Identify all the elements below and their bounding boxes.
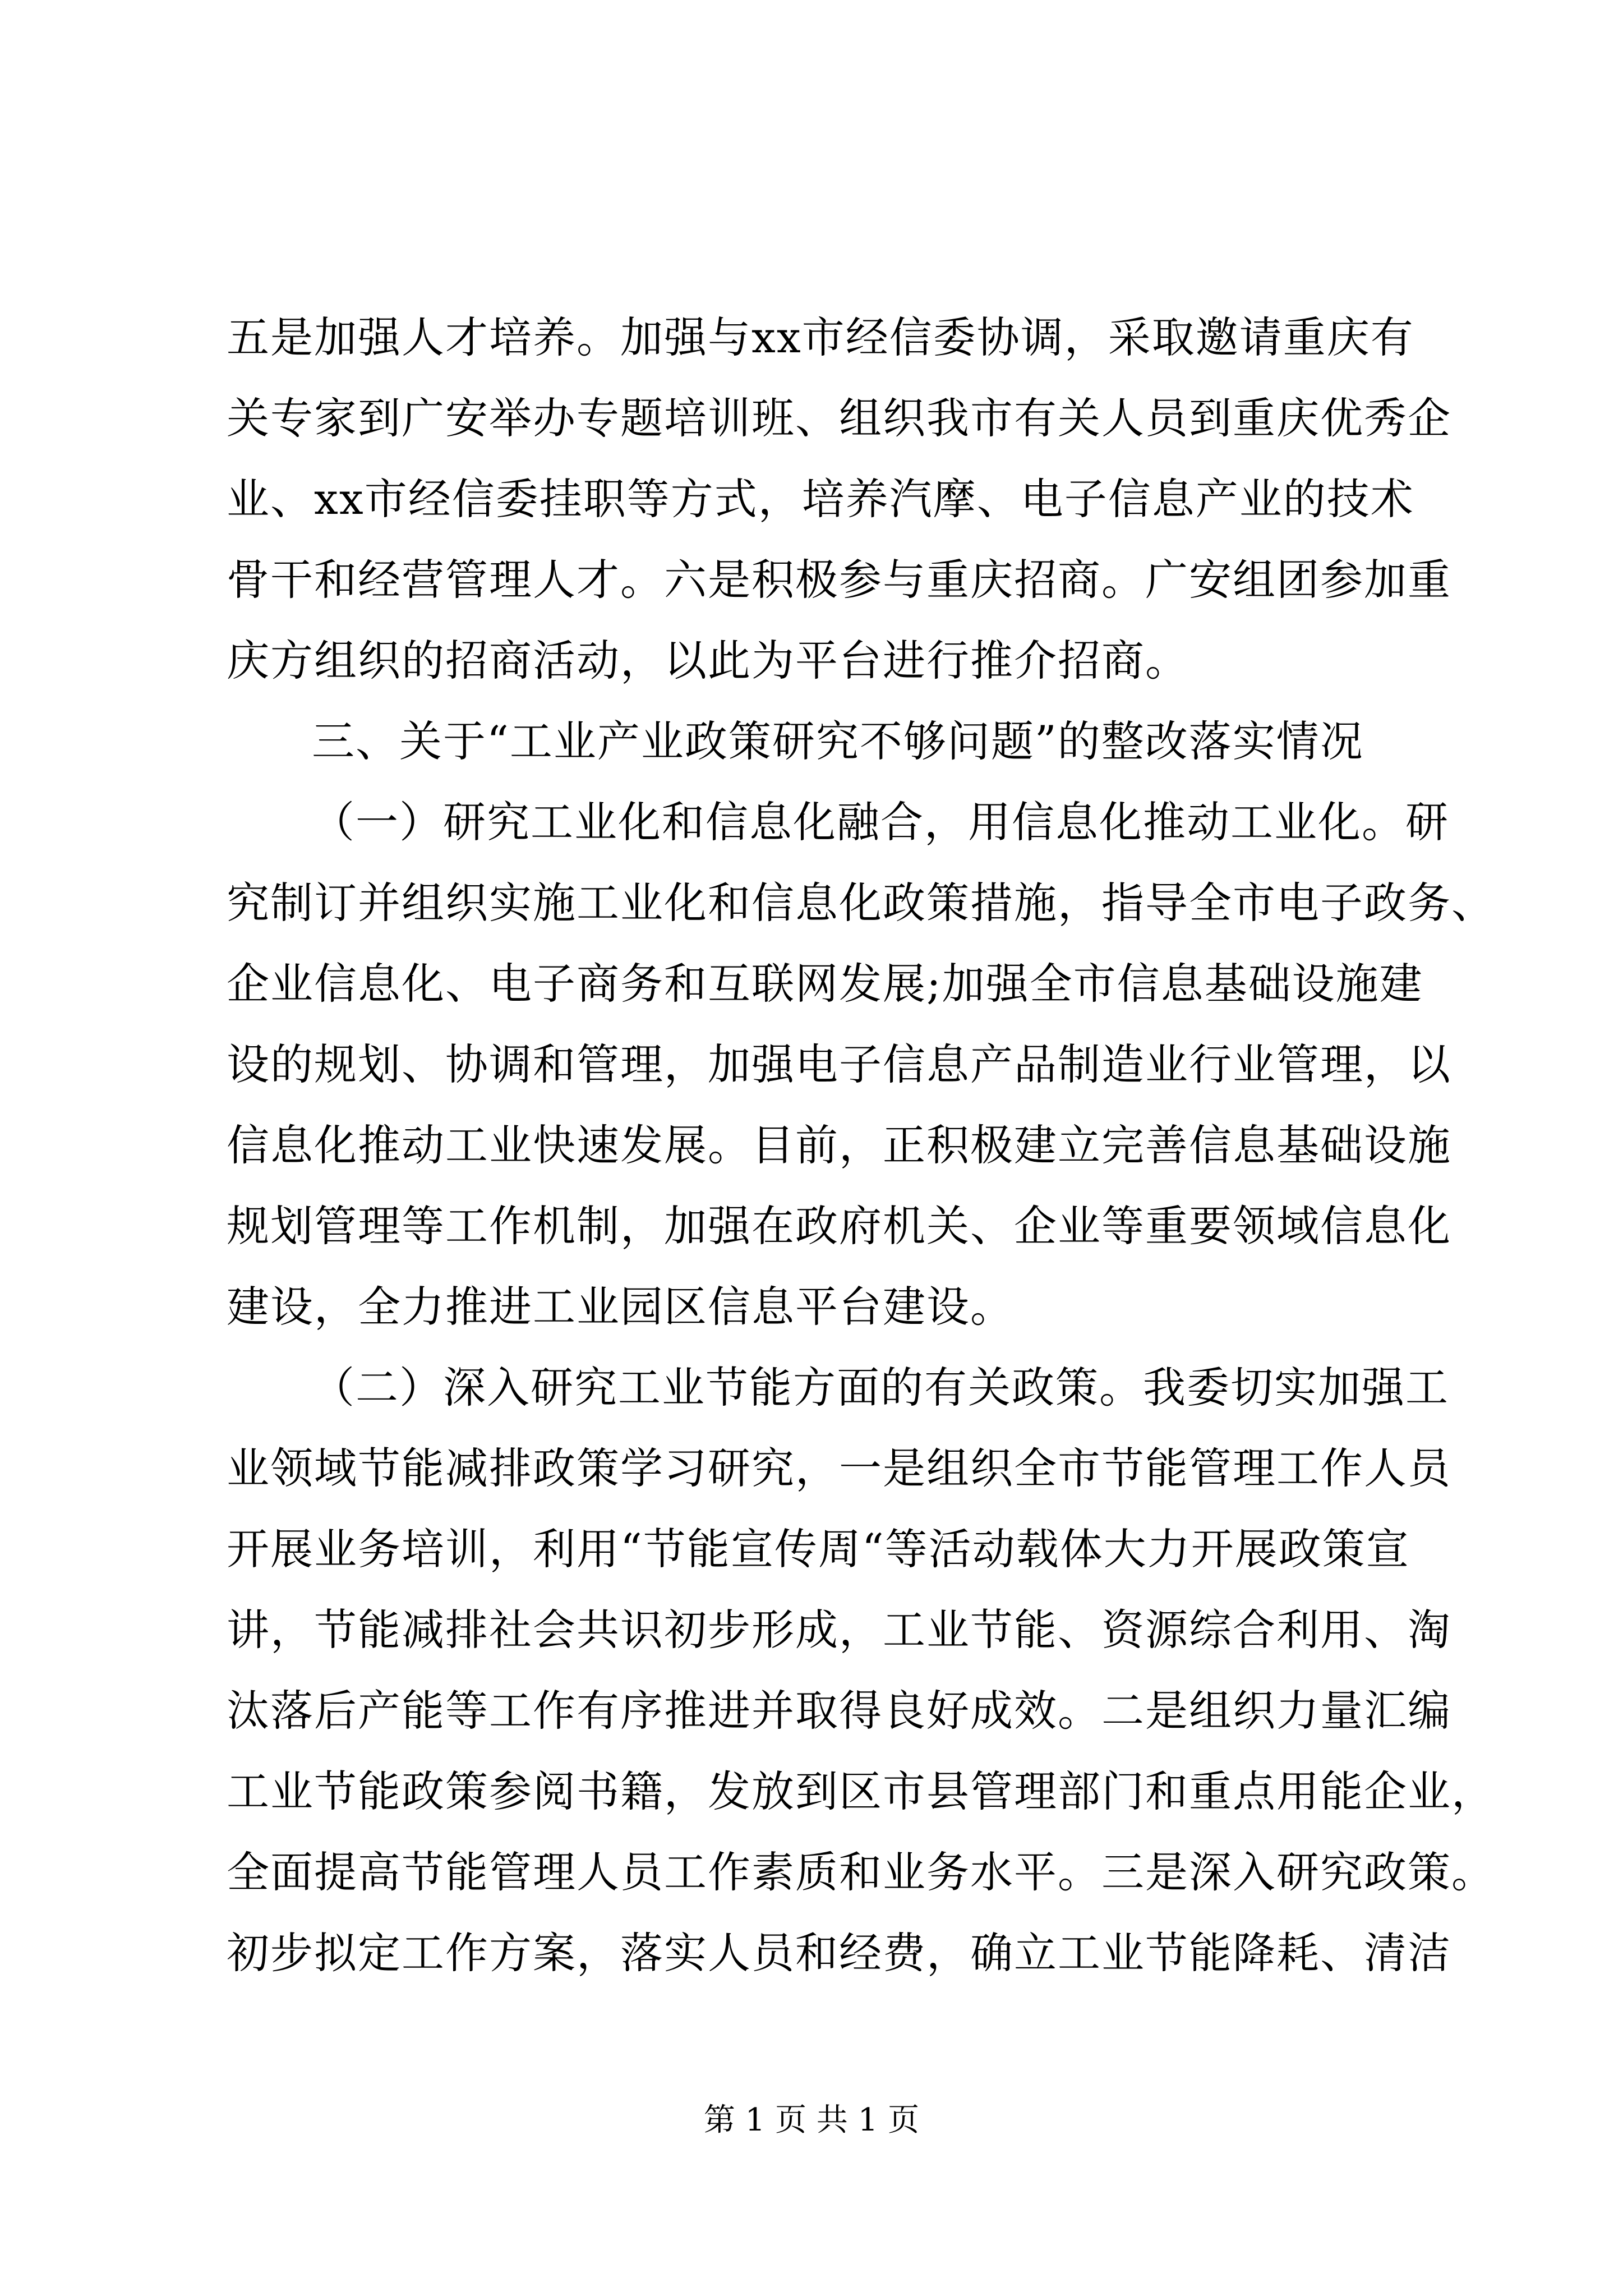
text-line: 业、xx市经信委挂职等方式，培养汽摩、电子信息产业的技术 <box>227 474 1414 524</box>
text-line: 全面提高节能管理人员工作素质和业务水平。三是深入研究政策。 <box>227 1847 1495 1897</box>
text-line: 骨干和经营管理人才。六是积极参与重庆招商。广安组团参加重 <box>227 555 1451 605</box>
text-line: 规划管理等工作机制，加强在政府机关、企业等重要领域信息化 <box>227 1201 1451 1251</box>
text-line: 设的规划、协调和管理，加强电子信息产品制造业行业管理，以 <box>227 1039 1451 1089</box>
text-line: 究制订并组织实施工业化和信息化政策措施，指导全市电子政务、 <box>227 878 1495 928</box>
text-line: 汰落后产能等工作有序推进并取得良好成效。二是组织力量汇编 <box>227 1686 1451 1736</box>
text-line: 信息化推动工业快速发展。目前，正积极建立完善信息基础设施 <box>227 1120 1451 1170</box>
text-line: 工业节能政策参阅书籍，发放到区市县管理部门和重点用能企业， <box>227 1766 1495 1816</box>
text-line: 关专家到广安举办专题培训班、组织我市有关人员到重庆优秀企 <box>227 393 1451 443</box>
text-line: 讲，节能减排社会共识初步形成，工业节能、资源综合利用、淘 <box>227 1605 1451 1655</box>
text-line: 初步拟定工作方案，落实人员和经费，确立工业节能降耗、清洁 <box>227 1928 1451 1978</box>
text-line: 业领域节能减排政策学习研究，一是组织全市节能管理工作人员 <box>227 1443 1451 1493</box>
text-line: 开展业务培训，利用“节能宣传周“等活动载体大力开展政策宣 <box>227 1524 1410 1574</box>
text-line: 庆方组织的招商活动，以此为平台进行推介招商。 <box>227 636 1189 685</box>
page-number-footer: 第 1 页 共 1 页 <box>703 2102 920 2138</box>
text-line: （一）研究工业化和信息化融合，用信息化推动工业化。研 <box>312 797 1449 847</box>
text-line: 建设，全力推进工业园区信息平台建设。 <box>227 1282 1014 1332</box>
text-line: 五是加强人才培养。加强与xx市经信委协调，采取邀请重庆有 <box>227 312 1414 362</box>
section-heading: 三、关于“工业产业政策研究不够问题”的整改落实情况 <box>312 716 1364 766</box>
text-line: （二）深入研究工业节能方面的有关政策。我委切实加强工 <box>312 1363 1449 1412</box>
text-line: 企业信息化、电子商务和互联网发展;加强全市信息基础设施建 <box>227 959 1423 1009</box>
body-text <box>227 297 1495 1994</box>
